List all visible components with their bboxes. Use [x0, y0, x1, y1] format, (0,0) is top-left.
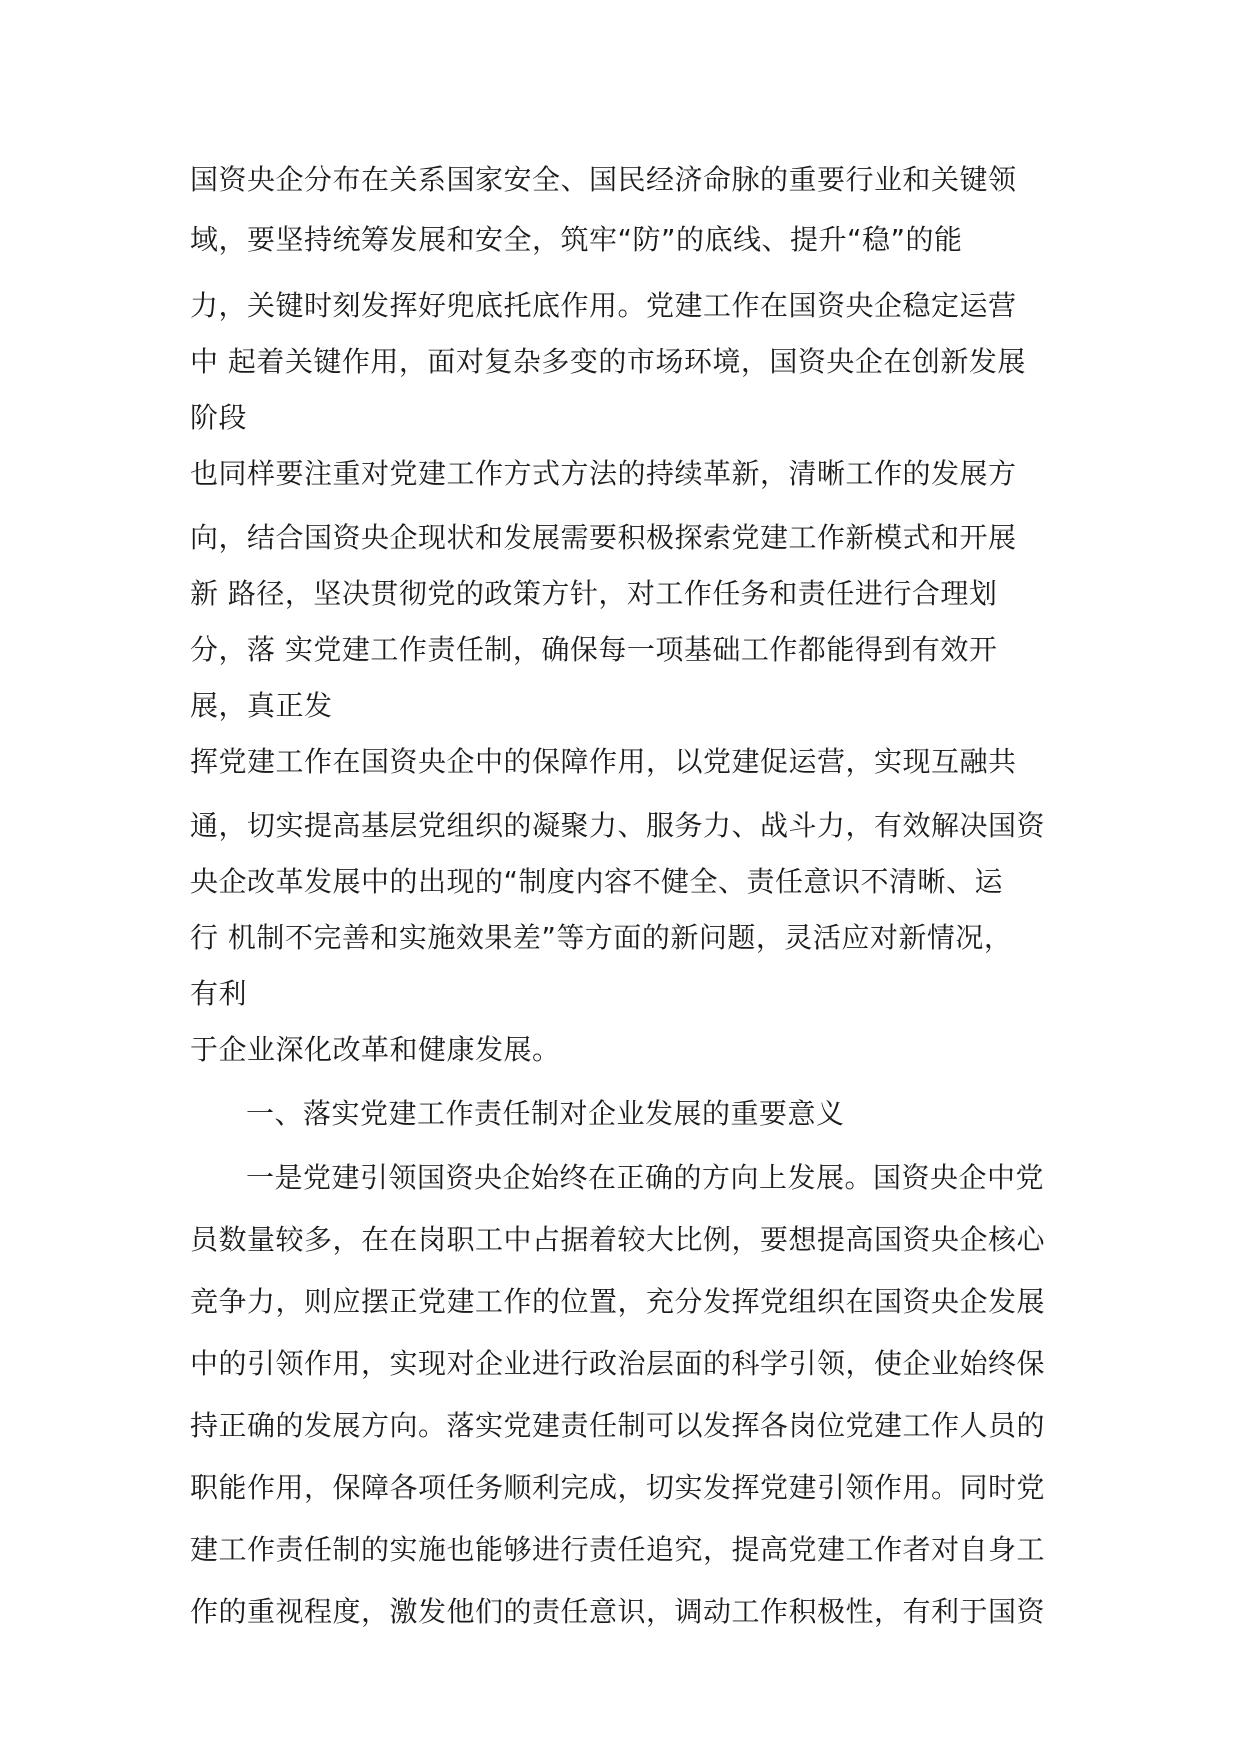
text-line: 职能作用，保障各项任务顺利完成，切实发挥党建引领作用。同时党: [190, 1471, 1046, 1504]
text-line: 建工作责任制的实施也能够进行责任追究，提高党建工作者对自身工: [190, 1533, 1046, 1566]
text-line: 中的引领作用，实现对企业进行政治层面的科学引领，使企业始终保: [190, 1347, 1046, 1380]
text-line: 一是党建引领国资央企始终在正确的方向上发展。国资央企中党: [246, 1161, 1045, 1194]
text-line: 竞争力，则应摆正党建工作的位置，充分发挥党组织在国资央企发展: [190, 1285, 1046, 1318]
text-line: 通，切实提高基层党组织的凝聚力、服务力、战斗力，有效解决国资: [190, 809, 1046, 842]
text-line: 员数量较多，在在岗职工中占据着较大比例，要想提高国资央企核心: [190, 1223, 1046, 1256]
text-line: 展，真正发: [190, 689, 333, 722]
text-line: 行 机制不完善和实施效果差”等方面的新问题，灵活应对新情况，: [190, 921, 1013, 954]
text-line: 有利: [190, 977, 248, 1010]
text-line: 阶段: [190, 401, 248, 434]
section-heading: 一、落实党建工作责任制对企业发展的重要意义: [246, 1097, 845, 1130]
text-line: 央企改革发展中的出现的“制度内容不健全、责任意识不清晰、运: [190, 865, 1004, 898]
text-line: 域，要坚持统筹发展和安全，筑牢“防”的底线、提升“稳”的能: [190, 223, 963, 256]
text-line: 分，落 实党建工作责任制，确保每一项基础工作都能得到有效开: [190, 633, 998, 666]
text-line: 挥党建工作在国资央企中的保障作用，以党建促运营，实现互融共: [190, 745, 1017, 778]
text-line: 国资央企分布在关系国家安全、国民经济命脉的重要行业和关键领: [190, 163, 1017, 196]
text-line: 持正确的发展方向。落实党建责任制可以发挥各岗位党建工作人员的: [190, 1409, 1046, 1442]
text-line: 力，关键时刻发挥好兜底托底作用。党建工作在国资央企稳定运营: [190, 289, 1017, 322]
text-line: 向，结合国资央企现状和发展需要积极探索党建工作新模式和开展: [190, 521, 1017, 554]
text-line: 新 路径，坚决贯彻党的政策方针，对工作任务和责任进行合理划: [190, 577, 998, 610]
text-line: 作的重视程度，激发他们的责任意识，调动工作积极性，有利于国资: [190, 1595, 1046, 1628]
text-line: 于企业深化改革和健康发展。: [190, 1033, 561, 1066]
text-line: 中 起着关键作用，面对复杂多变的市场环境，国资央企在创新发展: [190, 345, 1026, 378]
text-line: 也同样要注重对党建工作方式方法的持续革新，清晰工作的发展方: [190, 457, 1017, 490]
